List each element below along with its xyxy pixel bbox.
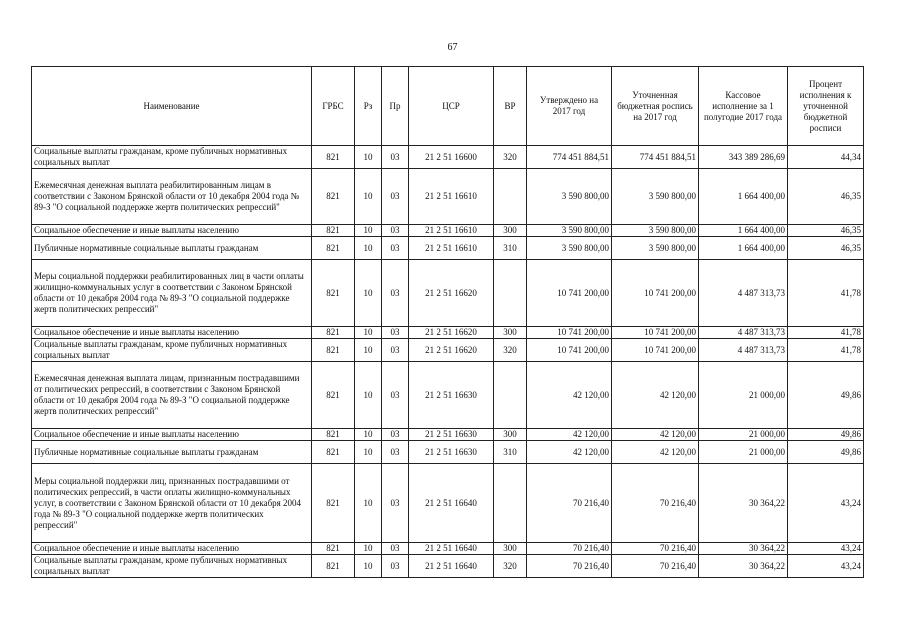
cell-approved: 774 451 884,51 [527, 146, 612, 169]
header-percent: Процент исполнения к уточненной бюджетной росписи [788, 67, 864, 146]
table-row [32, 327, 864, 339]
table-row [32, 441, 864, 464]
cell-name: Публичные нормативные социальные выплаты гражданам [32, 237, 312, 260]
cell-vr: 300 [494, 543, 527, 555]
cell-cash: 30 364,22 [699, 555, 788, 578]
cell-name: Социальное обеспечение и иные выплаты населению [32, 225, 312, 237]
cell-refined: 3 590 800,00 [612, 237, 699, 260]
cell-grbs: 821 [312, 543, 355, 555]
cell-cash: 343 389 286,69 [699, 146, 788, 169]
cell-grbs: 821 [312, 464, 355, 543]
cell-pr: 03 [382, 543, 409, 555]
cell-refined: 10 741 200,00 [612, 339, 699, 362]
cell-grbs: 821 [312, 555, 355, 578]
cell-approved: 70 216,40 [527, 543, 612, 555]
cell-rz: 10 [355, 225, 382, 237]
table-row [32, 146, 864, 169]
cell-name: Меры социальной поддержки реабилитированных лиц в части оплаты жилищно-коммунальных услуг в соответствии с Законом Брянской области от 10 декабря 2004 года № 89-З "О социальной поддержке жертв политических репрессий" [32, 260, 312, 327]
table-row [32, 339, 864, 362]
cell-cash: 4 487 313,73 [699, 339, 788, 362]
cell-rz: 10 [355, 327, 382, 339]
cell-pr: 03 [382, 225, 409, 237]
cell-grbs: 821 [312, 339, 355, 362]
header-rz: Рз [355, 67, 382, 146]
header-csr: ЦСР [409, 67, 494, 146]
table-row [32, 429, 864, 441]
cell-approved: 3 590 800,00 [527, 237, 612, 260]
cell-grbs: 821 [312, 327, 355, 339]
table-row [32, 260, 864, 327]
table-row [32, 543, 864, 555]
cell-cash: 1 664 400,00 [699, 225, 788, 237]
cell-vr: 320 [494, 146, 527, 169]
cell-approved: 70 216,40 [527, 555, 612, 578]
cell-approved: 42 120,00 [527, 441, 612, 464]
cell-csr: 21 2 51 16630 [409, 362, 494, 429]
cell-grbs: 821 [312, 169, 355, 225]
cell-pr: 03 [382, 339, 409, 362]
cell-approved: 3 590 800,00 [527, 169, 612, 225]
cell-csr: 21 2 51 16600 [409, 146, 494, 169]
cell-percent: 43,24 [788, 464, 864, 543]
cell-csr: 21 2 51 16620 [409, 260, 494, 327]
cell-name: Социальные выплаты гражданам, кроме публичных нормативных социальных выплат [32, 555, 312, 578]
cell-vr: 320 [494, 339, 527, 362]
cell-percent: 41,78 [788, 260, 864, 327]
header-row [32, 67, 864, 146]
cell-pr: 03 [382, 260, 409, 327]
budget-table [31, 66, 864, 578]
header-grbs: ГРБС [312, 67, 355, 146]
cell-pr: 03 [382, 327, 409, 339]
cell-vr: 300 [494, 429, 527, 441]
cell-rz: 10 [355, 146, 382, 169]
cell-vr: 300 [494, 225, 527, 237]
cell-refined: 10 741 200,00 [612, 327, 699, 339]
table-row [32, 555, 864, 578]
cell-approved: 42 120,00 [527, 429, 612, 441]
cell-rz: 10 [355, 464, 382, 543]
cell-grbs: 821 [312, 429, 355, 441]
cell-pr: 03 [382, 555, 409, 578]
cell-vr: 320 [494, 555, 527, 578]
cell-grbs: 821 [312, 225, 355, 237]
cell-rz: 10 [355, 441, 382, 464]
cell-rz: 10 [355, 237, 382, 260]
cell-vr [494, 464, 527, 543]
cell-name: Социальное обеспечение и иные выплаты населению [32, 429, 312, 441]
cell-pr: 03 [382, 429, 409, 441]
cell-csr: 21 2 51 16630 [409, 429, 494, 441]
cell-approved: 10 741 200,00 [527, 260, 612, 327]
cell-cash: 1 664 400,00 [699, 169, 788, 225]
cell-approved: 42 120,00 [527, 362, 612, 429]
cell-csr: 21 2 51 16610 [409, 169, 494, 225]
cell-vr: 310 [494, 237, 527, 260]
cell-refined: 3 590 800,00 [612, 169, 699, 225]
header-pr: Пр [382, 67, 409, 146]
cell-approved: 10 741 200,00 [527, 327, 612, 339]
cell-pr: 03 [382, 441, 409, 464]
cell-csr: 21 2 51 16620 [409, 339, 494, 362]
cell-name: Меры социальной поддержки лиц, признанных пострадавшими от политических репрессий, в части оплаты жилищно-коммунальных услуг, в соответствии с Законом Брянской области от 10 декабря 2004 года № 89-З "О социальной поддержке жертв политических репрессий" [32, 464, 312, 543]
cell-csr: 21 2 51 16630 [409, 441, 494, 464]
cell-vr [494, 169, 527, 225]
cell-approved: 70 216,40 [527, 464, 612, 543]
cell-rz: 10 [355, 429, 382, 441]
cell-cash: 21 000,00 [699, 362, 788, 429]
table-row [32, 362, 864, 429]
table-row [32, 464, 864, 543]
cell-grbs: 821 [312, 237, 355, 260]
table-body [32, 146, 864, 578]
cell-approved: 3 590 800,00 [527, 225, 612, 237]
cell-name: Ежемесячная денежная выплата лицам, признанным пострадавшими от политических репрессий, в соответствии с Законом Брянской области от 10 декабря 2004 года № 89-З "О социальной поддержке жертв политических репрессий" [32, 362, 312, 429]
cell-refined: 10 741 200,00 [612, 260, 699, 327]
cell-percent: 41,78 [788, 327, 864, 339]
cell-name: Публичные нормативные социальные выплаты гражданам [32, 441, 312, 464]
cell-refined: 42 120,00 [612, 362, 699, 429]
header-cash: Кассовое исполнение за 1 полугодие 2017 года [699, 67, 788, 146]
cell-rz: 10 [355, 543, 382, 555]
cell-csr: 21 2 51 16640 [409, 543, 494, 555]
cell-pr: 03 [382, 362, 409, 429]
cell-vr [494, 260, 527, 327]
page-number: 67 [447, 42, 458, 53]
cell-rz: 10 [355, 169, 382, 225]
cell-refined: 70 216,40 [612, 543, 699, 555]
cell-approved: 10 741 200,00 [527, 339, 612, 362]
header-vr: ВР [494, 67, 527, 146]
header-name: Наименование [32, 67, 312, 146]
cell-rz: 10 [355, 555, 382, 578]
cell-rz: 10 [355, 260, 382, 327]
cell-name: Социальные выплаты гражданам, кроме публичных нормативных социальных выплат [32, 146, 312, 169]
cell-cash: 1 664 400,00 [699, 237, 788, 260]
cell-percent: 46,35 [788, 225, 864, 237]
cell-pr: 03 [382, 237, 409, 260]
cell-grbs: 821 [312, 146, 355, 169]
header-approved: Утверждено на 2017 год [527, 67, 612, 146]
cell-refined: 70 216,40 [612, 555, 699, 578]
cell-grbs: 821 [312, 260, 355, 327]
cell-name: Социальное обеспечение и иные выплаты населению [32, 327, 312, 339]
cell-refined: 3 590 800,00 [612, 225, 699, 237]
cell-cash: 21 000,00 [699, 429, 788, 441]
cell-percent: 49,86 [788, 441, 864, 464]
cell-cash: 4 487 313,73 [699, 327, 788, 339]
cell-percent: 43,24 [788, 543, 864, 555]
cell-refined: 774 451 884,51 [612, 146, 699, 169]
cell-percent: 44,34 [788, 146, 864, 169]
cell-name: Ежемесячная денежная выплата реабилитированным лицам в соответствии с Законом Брянской области от 10 декабря 2004 года № 89-З "О социальной поддержке жертв политических репрессий" [32, 169, 312, 225]
table-row [32, 237, 864, 260]
cell-rz: 10 [355, 339, 382, 362]
cell-grbs: 821 [312, 441, 355, 464]
cell-percent: 49,86 [788, 429, 864, 441]
cell-csr: 21 2 51 16610 [409, 225, 494, 237]
cell-percent: 46,35 [788, 169, 864, 225]
cell-cash: 4 487 313,73 [699, 260, 788, 327]
cell-grbs: 821 [312, 362, 355, 429]
cell-name: Социальное обеспечение и иные выплаты населению [32, 543, 312, 555]
cell-csr: 21 2 51 16620 [409, 327, 494, 339]
cell-refined: 42 120,00 [612, 441, 699, 464]
cell-refined: 70 216,40 [612, 464, 699, 543]
cell-vr: 300 [494, 327, 527, 339]
cell-csr: 21 2 51 16640 [409, 555, 494, 578]
cell-name: Социальные выплаты гражданам, кроме публичных нормативных социальных выплат [32, 339, 312, 362]
cell-refined: 42 120,00 [612, 429, 699, 441]
cell-csr: 21 2 51 16610 [409, 237, 494, 260]
cell-cash: 30 364,22 [699, 464, 788, 543]
table-row [32, 225, 864, 237]
cell-pr: 03 [382, 169, 409, 225]
cell-percent: 41,78 [788, 339, 864, 362]
header-refined: Уточненная бюджетная роспись на 2017 год [612, 67, 699, 146]
cell-percent: 49,86 [788, 362, 864, 429]
cell-cash: 30 364,22 [699, 543, 788, 555]
cell-pr: 03 [382, 464, 409, 543]
cell-percent: 43,24 [788, 555, 864, 578]
cell-percent: 46,35 [788, 237, 864, 260]
cell-csr: 21 2 51 16640 [409, 464, 494, 543]
cell-rz: 10 [355, 362, 382, 429]
cell-vr [494, 362, 527, 429]
cell-cash: 21 000,00 [699, 441, 788, 464]
table-row [32, 169, 864, 225]
cell-vr: 310 [494, 441, 527, 464]
cell-pr: 03 [382, 146, 409, 169]
